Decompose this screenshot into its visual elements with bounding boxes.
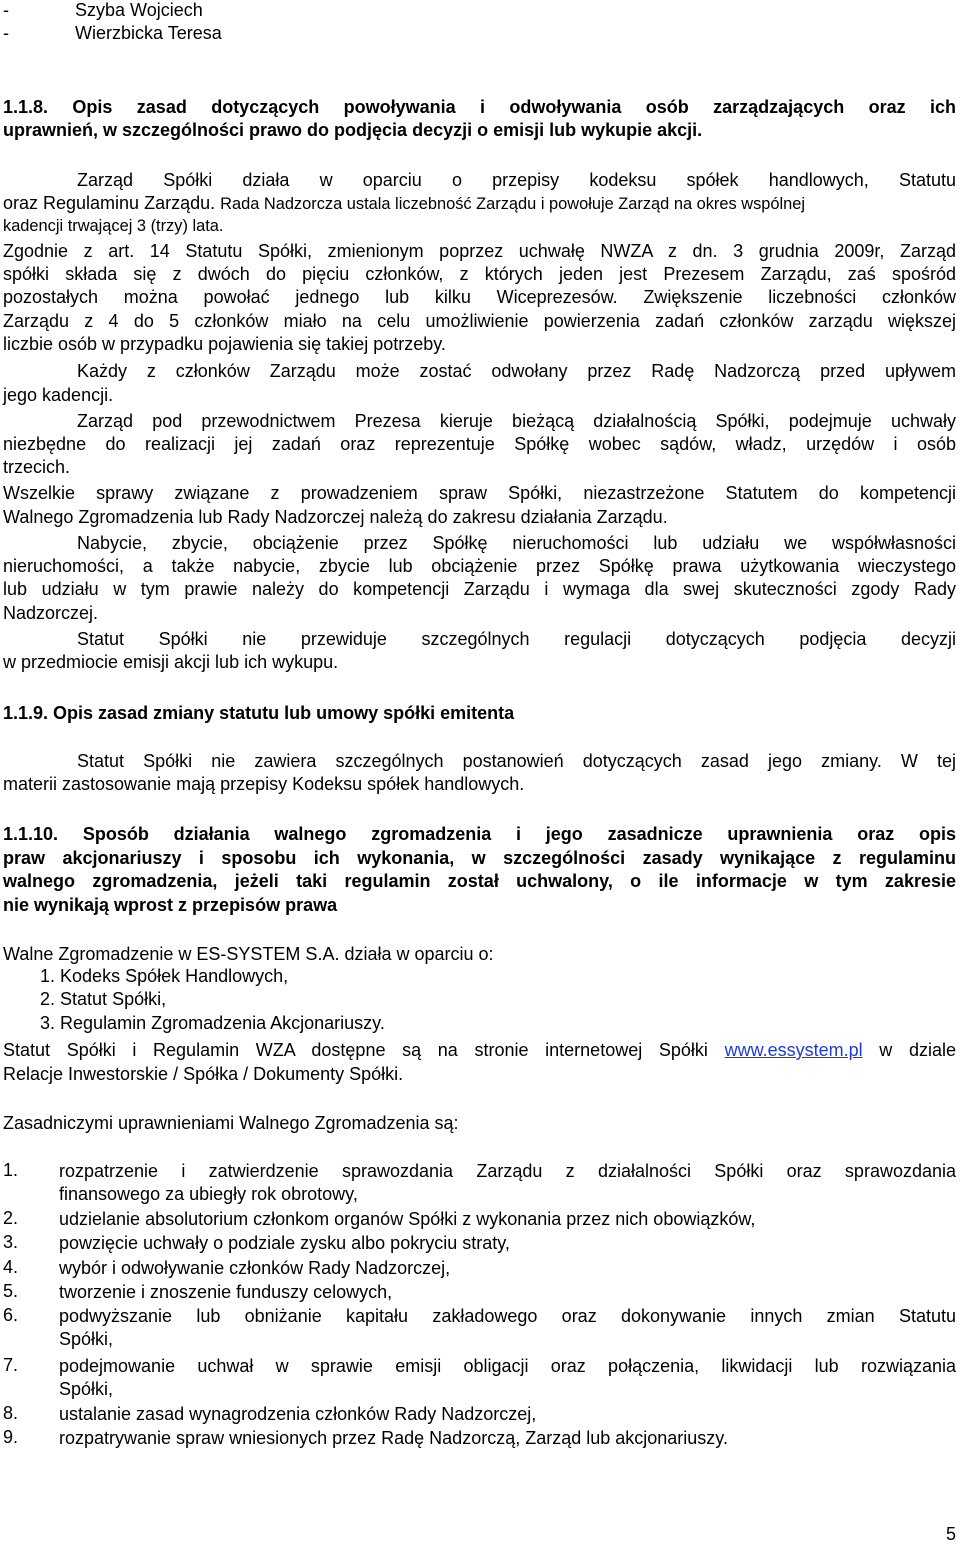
list-text: tworzenie i znoszenie funduszy celowych,	[59, 1282, 393, 1302]
list-number: 4.	[3, 1257, 19, 1277]
paragraph-line: nieruchomości, a także nabycie, zbycie lub obciążenie przez Spółkę prawa użytkowania wieczystego	[3, 556, 956, 576]
list-number: 6.	[3, 1305, 19, 1325]
paragraph-line: Walne Zgromadzenie w ES-SYSTEM S.A. działa w oparciu o:	[3, 944, 494, 964]
list-item	[40, 989, 166, 1010]
paragraph-line: niezbędne do realizacji jej zadań oraz reprezentuje Spółkę wobec sądów, władz, urzędów i osób	[3, 434, 956, 454]
list-item: Szyba Wojciech	[75, 0, 203, 20]
paragraph-line: Zasadniczymi uprawnieniami Walnego Zgromadzenia są:	[3, 1113, 459, 1133]
list-text: Regulamin Zgromadzenia Akcjonariuszy.	[60, 1013, 385, 1033]
section-heading-1-1-9: 1.1.9. Opis zasad zmiany statutu lub umowy spółki emitenta	[3, 703, 515, 723]
list-text: Statut Spółki,	[60, 989, 167, 1009]
list-number: 2.	[40, 989, 56, 1009]
legal-basis-list	[3, 966, 603, 1036]
paragraph-line: spółki składa się z dwóch do pięciu członków, z których jeden jest Prezesem Zarządu, zaś spośród	[3, 264, 956, 284]
list-number: 1.	[40, 966, 56, 986]
section-heading-1-1-10-cont: walnego zgromadzenia, jeżeli taki regulamin został uchwalony, o ile informacje w tym zakresie	[3, 871, 956, 891]
section-heading-1-1-8: 1.1.8. Opis zasad dotyczących powoływania i odwoływania osób zarządzających oraz ich	[3, 97, 956, 117]
list-text: wybór i odwoływanie członków Rady Nadzorczej,	[59, 1258, 451, 1278]
list-text: Kodeks Spółek Handlowych,	[60, 966, 289, 986]
paragraph-line: trzecich.	[3, 457, 71, 477]
paragraph-line: liczbie osób w przypadku pojawienia się takiej potrzeby.	[3, 334, 446, 354]
list-number: 1.	[3, 1160, 19, 1180]
paragraph-line: Statut Spółki nie przewiduje szczególnych regulacji dotyczących podjęcia decyzji	[77, 629, 956, 649]
paragraph-text: oraz Regulaminu Zarządu.	[3, 193, 216, 213]
list-text: podwyższanie lub obniżanie kapitału zakładowego oraz dokonywanie innych zmian Statutu	[59, 1306, 956, 1326]
paragraph-line: kadencji trwającej 3 (trzy) lata.	[3, 217, 224, 235]
paragraph-text: Rada Nadzorcza ustala liczebność Zarządu i powołuje Zarząd na okres wspólnej	[220, 195, 806, 213]
section-heading-1-1-8-cont: uprawnień, w szczególności prawo do podjęcia decyzji o emisji lub wykupie akcji.	[3, 120, 703, 140]
list-number: 2.	[3, 1208, 19, 1228]
list-number: 3.	[3, 1232, 19, 1252]
list-number: 9.	[3, 1427, 19, 1447]
list-item: Wierzbicka Teresa	[75, 23, 222, 43]
section-heading-1-1-10: 1.1.10. Sposób działania walnego zgromadzenia i jego zasadnicze uprawnienia oraz opis	[3, 824, 956, 844]
paragraph-line: Zarząd Spółki działa w oparciu o przepisy kodeksu spółek handlowych, Statutu	[77, 170, 956, 190]
website-link[interactable]: www.essystem.pl	[724, 1040, 863, 1060]
paragraph-line: w przedmiocie emisji akcji lub ich wykupu.	[3, 652, 339, 672]
list-number: 5.	[3, 1281, 19, 1301]
section-heading-1-1-10-cont: praw akcjonariuszy i sposobu ich wykonania, w szczególności zasady wynikające z regulaminu	[3, 848, 956, 868]
paragraph-line: Każdy z członków Zarządu może zostać odwołany przez Radę Nadzorczą przed upływem	[77, 361, 956, 381]
section-heading-1-1-10-cont: nie wynikają wprost z przepisów prawa	[3, 895, 338, 915]
paragraph-line: lub udziału w tym prawie należy do kompetencji Zarządu i wymaga dla swej skuteczności zgody Rady	[3, 579, 956, 599]
rights-list	[3, 1160, 956, 1460]
paragraph-line	[3, 1039, 956, 1062]
paragraph-line: Nabycie, zbycie, obciążenie przez Spółkę nieruchomości lub udziału we współwłasności	[77, 533, 956, 553]
list-item	[40, 1013, 385, 1034]
list-dash: -	[3, 0, 9, 20]
list-text: podejmowanie uchwał w sprawie emisji obligacji oraz połączenia, likwidacji lub rozwiązania	[59, 1356, 956, 1376]
paragraph-line: Relacje Inwestorskie / Spółka / Dokumenty Spółki.	[3, 1064, 404, 1084]
paragraph-line: jego kadencji.	[3, 385, 114, 405]
paragraph-line: Nadzorczej.	[3, 603, 99, 623]
paragraph-text: Statut Spółki i Regulamin WZA dostępne są na stronie internetowej Spółki	[3, 1040, 708, 1060]
list-text: udzielanie absolutorium członkom organów Spółki z wykonania przez nich obowiązków,	[59, 1209, 756, 1229]
list-item	[40, 966, 288, 987]
list-text: Spółki,	[59, 1379, 114, 1399]
paragraph-line: Zarządu z 4 do 5 członków miało na celu umożliwienie powierzenia zadań członków zarządu większej	[3, 311, 956, 331]
page-number: 5	[945, 1524, 956, 1544]
list-text: ustalanie zasad wynagrodzenia członków Rady Nadzorczej,	[59, 1404, 537, 1424]
paragraph-line: pozostałych można powołać jednego lub kilku Wiceprezesów. Zwiększenie liczebności członków	[3, 287, 956, 307]
list-text: finansowego za ubiegły rok obrotowy,	[59, 1184, 358, 1204]
paragraph-line: materii zastosowanie mają przepisy Kodeksu spółek handlowych.	[3, 774, 525, 794]
list-text: powzięcie uchwały o podziale zysku albo pokryciu straty,	[59, 1233, 510, 1253]
paragraph-line: Zarząd pod przewodnictwem Prezesa kieruje bieżącą działalnością Spółki, podejmuje uchwały	[77, 411, 956, 431]
paragraph-line: Statut Spółki nie zawiera szczególnych postanowień dotyczących zasad jego zmiany. W tej	[77, 751, 956, 771]
paragraph-text: w dziale	[879, 1040, 956, 1060]
list-number: 7.	[3, 1355, 19, 1375]
list-text: Spółki,	[59, 1329, 114, 1349]
list-dash: -	[3, 23, 9, 43]
list-number: 3.	[40, 1013, 56, 1033]
list-number: 8.	[3, 1403, 19, 1423]
list-text: rozpatrywanie spraw wniesionych przez Radę Nadzorczą, Zarząd lub akcjonariuszy.	[59, 1428, 728, 1448]
paragraph-line: Zgodnie z art. 14 Statutu Spółki, zmienionym poprzez uchwałę NWZA z dn. 3 grudnia 2009r, Zarząd	[3, 241, 956, 261]
list-text: rozpatrzenie i zatwierdzenie sprawozdania Zarządu z działalności Spółki oraz sprawozdania	[59, 1161, 956, 1181]
paragraph-line	[3, 192, 956, 216]
board-members-list	[3, 0, 403, 46]
paragraph-line: Wszelkie sprawy związane z prowadzeniem spraw Spółki, niezastrzeżone Statutem do kompetencji	[3, 483, 956, 503]
paragraph-line: Walnego Zgromadzenia lub Rady Nadzorczej należą do zakresu działania Zarządu.	[3, 507, 668, 527]
